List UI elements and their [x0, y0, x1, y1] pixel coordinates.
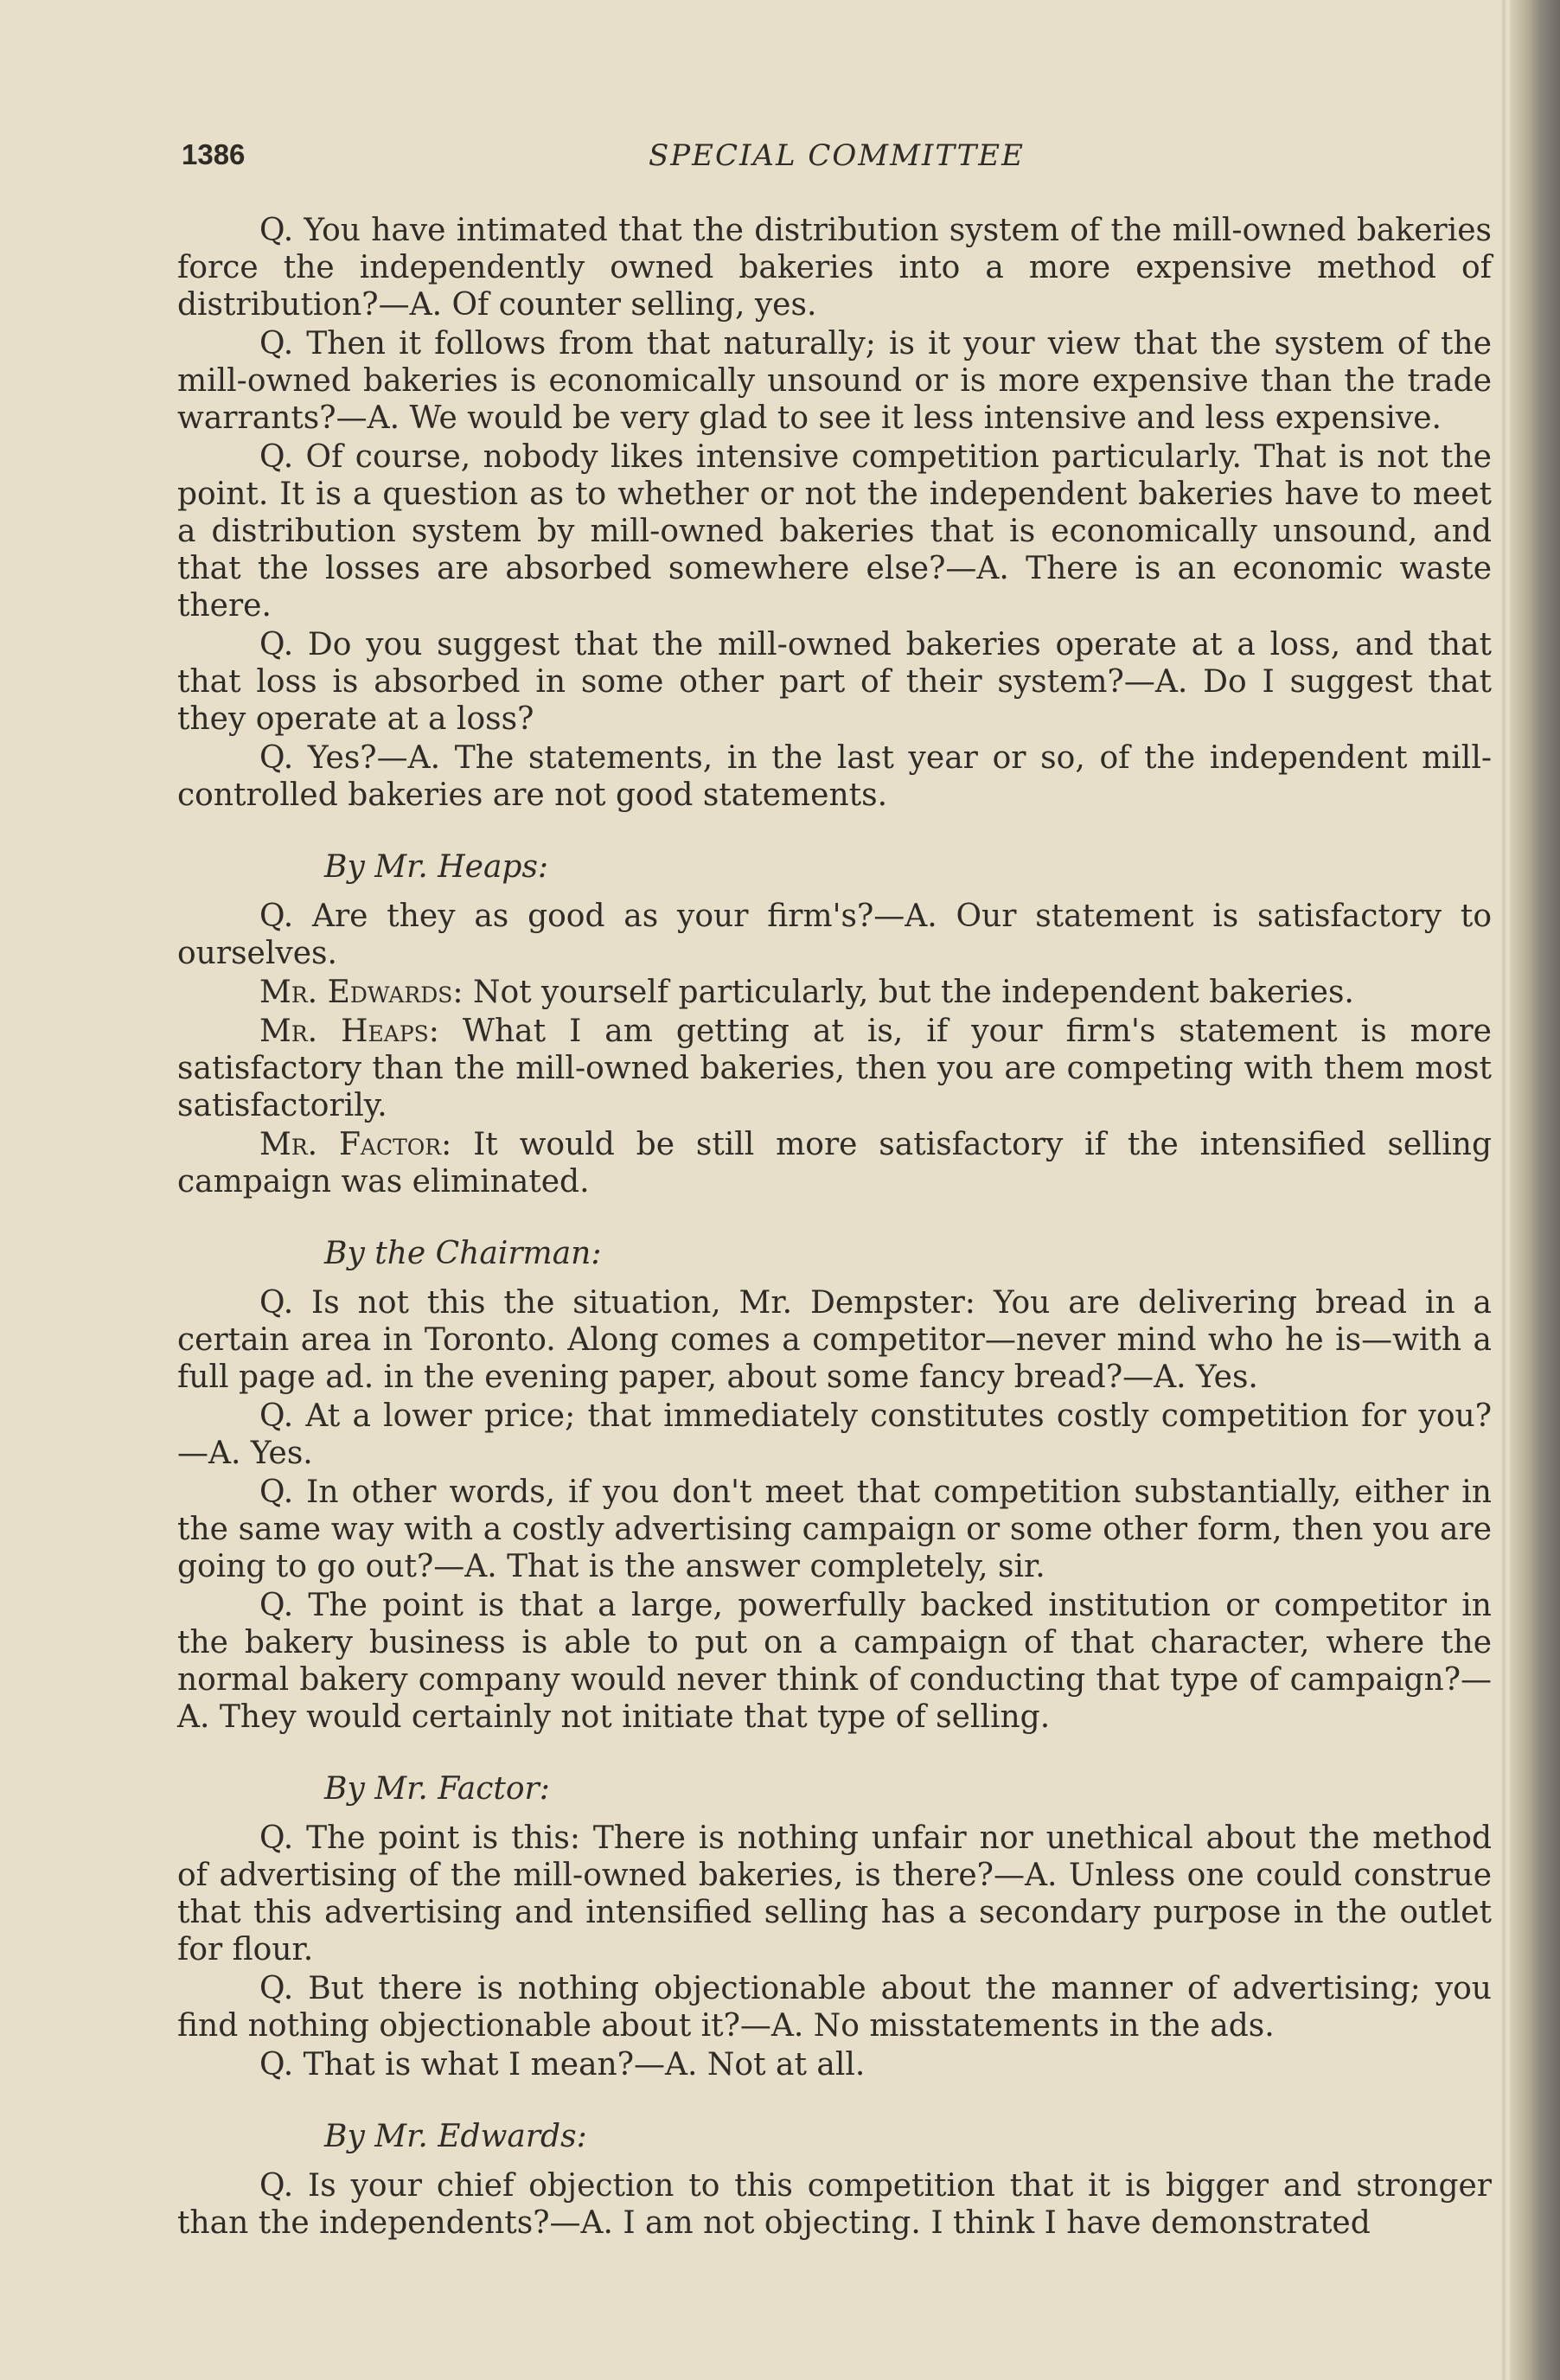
- transcript-body: [177, 212, 1492, 2243]
- gutter-shadow: [1501, 0, 1506, 2380]
- question-answer-paragraph: Q. Of course, nobody likes intensive competition particularly. That is not the point. It is a question as to whether or not the independent bakeries have to meet a distribution system by mill-owned bakeries that is economically unsound, and that the losses are absorbed somewhere else?—A. There is an economic waste there.: [177, 439, 1492, 624]
- question-answer-paragraph: Q. But there is nothing objectionable about the manner of advertising; you find nothing objectionable about it?—A. No misstatements in the ads.: [177, 1971, 1492, 2044]
- question-answer-paragraph: Q. Do you suggest that the mill-owned bakeries operate at a loss, and that that loss is absorbed in some other part of their system?—A. Do I suggest that they operate at a loss?: [177, 627, 1492, 737]
- question-answer-paragraph: Q. Is your chief objection to this competition that it is bigger and stronger than the independents?—A. I am not objecting. I think I have demonstrated: [177, 2168, 1492, 2241]
- speech-text: Not yourself particularly, but the independent bakeries.: [463, 975, 1354, 1010]
- speaker-name: Mr. Factor:: [259, 1127, 452, 1162]
- section-heading: By Mr. Factor:: [324, 1771, 550, 1807]
- question-answer-paragraph: Q. In other words, if you don't meet that competition substantially, either in the same way with a costly advertising campaign or some other form, then you are going to go out?—A. That is the answer completely, sir.: [177, 1475, 1492, 1584]
- page-number: 1386: [182, 138, 246, 170]
- question-answer-paragraph: Q. The point is this: There is nothing unfair nor unethical about the method of advertising of the mill-owned bakeries, is there?—A. Unless one could construe that this advertising and intensified selling has a secondary purpose in the outlet for flour.: [177, 1820, 1492, 1967]
- speech-text: It would be still more satisfactory if the intensified selling campaign was eliminated.: [177, 1127, 1493, 1200]
- speaker-name: Mr. Heaps:: [259, 1014, 439, 1049]
- question-answer-paragraph: Q. The point is that a large, powerfully backed institution or competitor in the bakery business is able to put on a campaign of that character, where the normal bakery company would never think of conducting that type of campaign?—A. They would certainly not initiate that type of selling.: [177, 1588, 1492, 1735]
- book-binding-edge: [1510, 0, 1560, 2380]
- question-answer-paragraph: Q. Is not this the situation, Mr. Dempster: You are delivering bread in a certain area in Toronto. Along comes a competitor—never mind who he is—with a full page ad. in the evening paper, about some fancy bread?—A. Yes.: [177, 1285, 1492, 1395]
- section-heading: By Mr. Edwards:: [324, 2119, 587, 2154]
- section-heading: By the Chairman:: [324, 1236, 602, 1271]
- question-answer-paragraph: Q. At a lower price; that immediately constitutes costly competition for you?—A. Yes.: [177, 1398, 1492, 1471]
- question-answer-paragraph: Q. That is what I mean?—A. Not at all.: [259, 2047, 866, 2082]
- question-answer-paragraph: Q. Then it follows from that naturally; is it your view that the system of the mill-owned bakeries is economically unsound or is more expensive than the trade warrants?—A. We would be very glad to see it less intensive and less expensive.: [177, 326, 1492, 436]
- question-answer-paragraph: Q. You have intimated that the distribution system of the mill-owned bakeries force the independently owned bakeries into a more expensive method of distribution?—A. Of counter selling, yes.: [177, 213, 1492, 323]
- speech-paragraph: [177, 1013, 1492, 1124]
- speech-paragraph: [177, 1126, 1492, 1200]
- question-answer-paragraph: Q. Yes?—A. The statements, in the last year or so, of the independent mill-controlled bakeries are not good statements.: [177, 740, 1492, 813]
- speech-paragraph: [177, 974, 1492, 1011]
- question-answer-paragraph: Q. Are they as good as your firm's?—A. Our statement is satisfactory to ourselves.: [177, 899, 1492, 971]
- page-header: [182, 130, 1479, 182]
- speaker-name: Mr. Edwards:: [259, 975, 464, 1010]
- section-heading: By Mr. Heaps:: [324, 849, 549, 885]
- running-title: SPECIAL COMMITTEE: [649, 138, 1025, 173]
- speech-text: What I am getting at is, if your firm's statement is more satisfactory than the mill-owned bakeries, then you are competing with them most satisfactorily.: [177, 1014, 1492, 1123]
